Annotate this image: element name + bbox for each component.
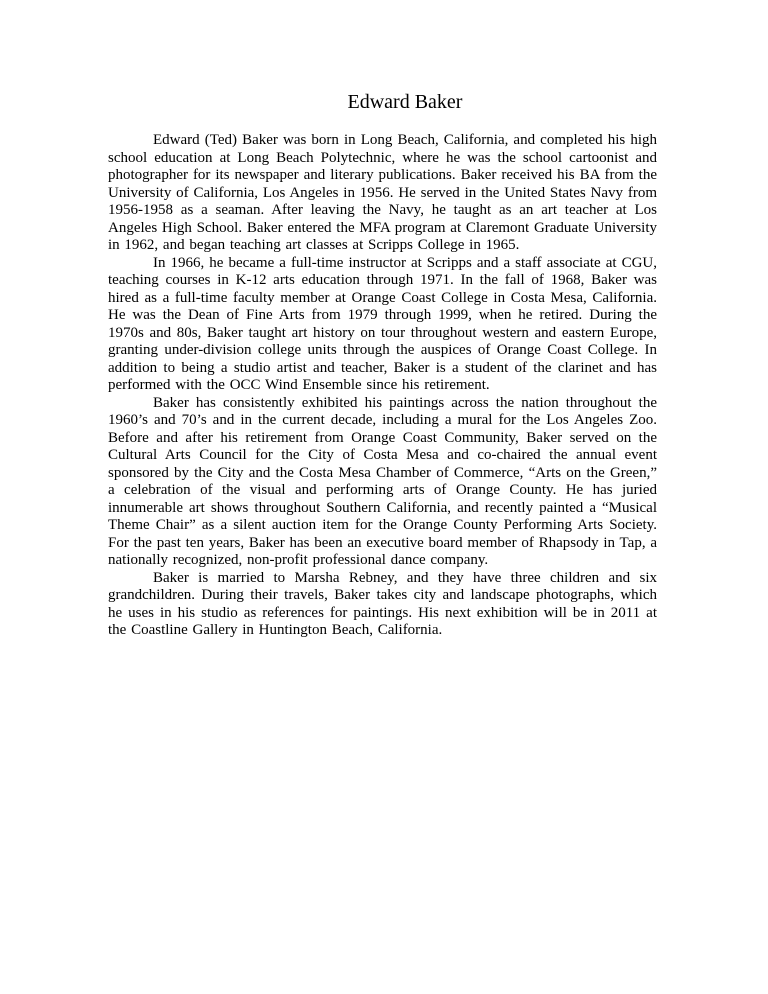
bio-paragraph-teaching-career: In 1966, he became a full-time instructor at Scripps and a staff associate at CGU, teaching courses in K-12 arts education through 1971. In the fall of 1968, Baker was hired as a full-time faculty member at Orange Coast College in Costa Mesa, California. He was the Dean of Fine Arts from 1979 through 1999, when he retired. During the 1970s and 80s, Baker taught art history on tour throughout western and eastern Europe, granting under-division college units through the auspices of Orange Coast College. In addition to being a studio artist and teacher, Baker is a student of the clarinet and has performed with the OCC Wind Ensemble since his retirement. xyxy=(108,254,657,393)
bio-paragraph-family: Baker is married to Marsha Rebney, and they have three children and six grandchildren. During their travels, Baker takes city and landscape photographs, which he uses in his studio as references for paintings. His next exhibition will be in 2011 at the Coastline Gallery in Huntington Beach, California. xyxy=(108,569,657,638)
document-title: Edward Baker xyxy=(347,91,463,113)
bio-paragraph-exhibitions: Baker has consistently exhibited his paintings across the nation throughout the 1960’s and 70’s and in the current decade, including a mural for the Los Angeles Zoo. Before and after his retirement from Orange Coast Community, Baker served on the Cultural Arts Council for the City of Costa Mesa and co-chaired the annual event sponsored by the City and the Costa Mesa Chamber of Commerce, “Arts on the Green,” a celebration of the visual and performing arts of Orange County. He has juried innumerable art shows throughout Southern California, and recently painted a “Musical Theme Chair” as a silent auction item for the Orange County Performing Arts Society. For the past ten years, Baker has been an executive board member of Rhapsody in Tap, a nationally recognized, non-profit professional dance company. xyxy=(108,394,657,568)
bio-paragraph-early-life: Edward (Ted) Baker was born in Long Beach, California, and completed his high school education at Long Beach Polytechnic, where he was the school cartoonist and photographer for its newspaper and literary publications. Baker received his BA from the University of California, Los Angeles in 1956. He served in the United States Navy from 1956-1958 as a seaman. After leaving the Navy, he taught as an art teacher at Los Angeles High School. Baker entered the MFA program at Claremont Graduate University in 1962, and began teaching art classes at Scripps College in 1965. xyxy=(108,132,657,253)
